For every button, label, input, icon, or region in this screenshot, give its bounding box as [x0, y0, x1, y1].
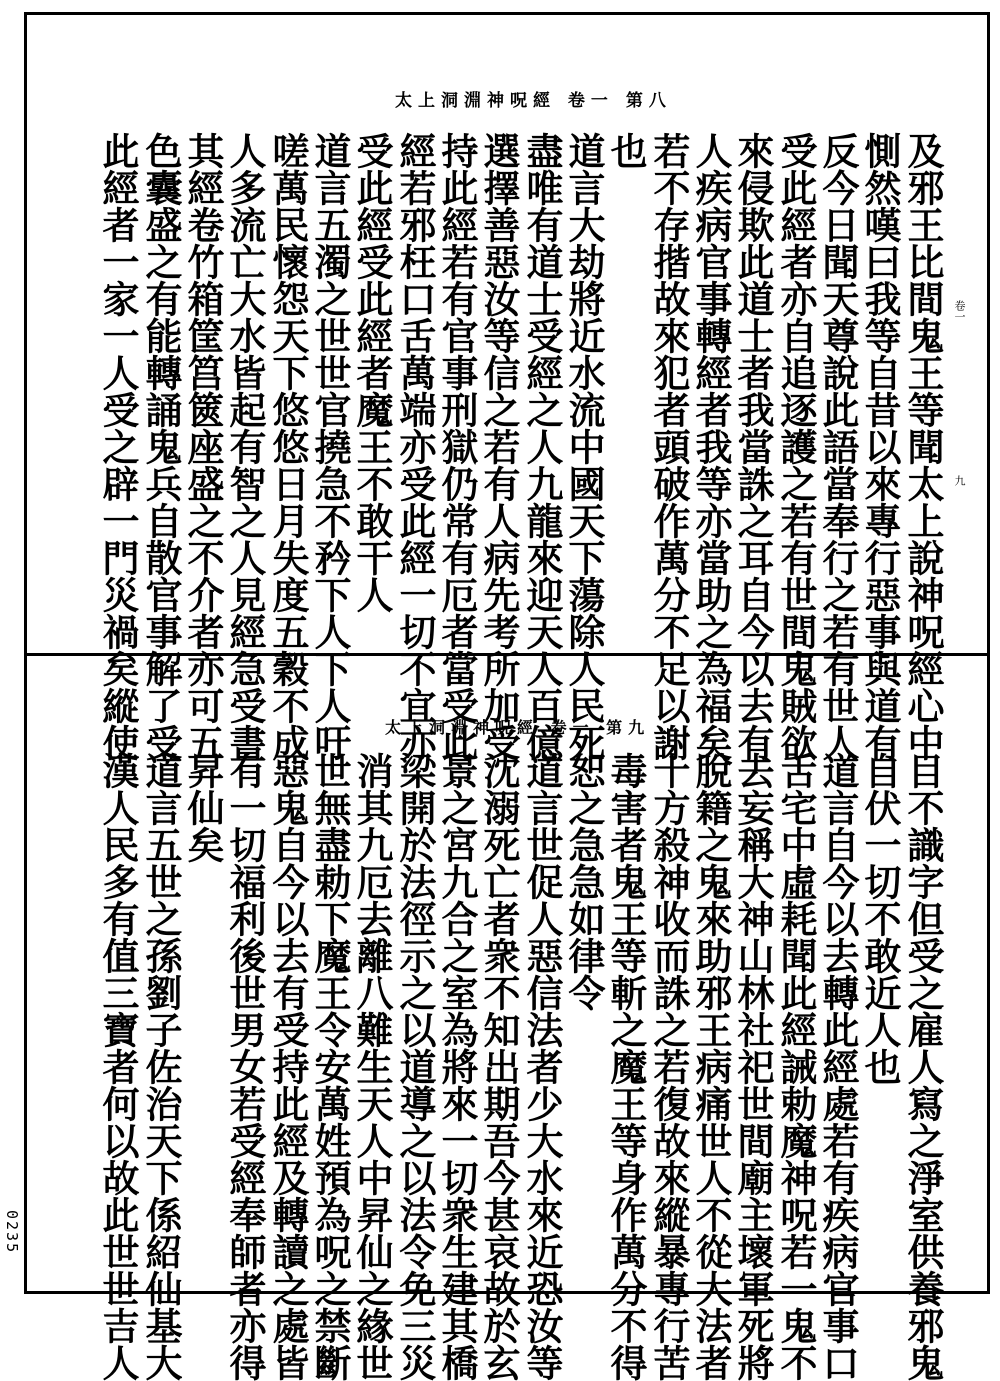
text-column: 盡唯有道士受經之人九龍來迎天人百億 — [520, 132, 564, 761]
text-column: 漢人民多有值三寶者何以故此世世吉人 — [96, 752, 140, 1381]
text-column: 道言世促人惡信法者少大水來近恐汝等 — [520, 752, 564, 1381]
text-column: 消其九厄去離八難生天人中昇仙之緣世 — [350, 752, 394, 1381]
text-column: 目不識字但受之雇人寫之淨室供養邪鬼 — [901, 752, 945, 1381]
text-column: 人疾病官事轉經者我等亦當助之為福矣 — [689, 132, 733, 761]
top-running-header: 太上洞淵神呪經 卷一 第八 — [395, 91, 672, 111]
text-column: 自伏一切不敢近人也 — [858, 752, 902, 1085]
text-column: 其經卷竹箱筐筥篋座盛之不介者亦可五 — [181, 132, 225, 761]
text-column: 持此經若有官事刑獄仍常有厄者當受此 — [435, 132, 479, 761]
top-foliation-number: 九 — [953, 475, 966, 486]
text-column: 世無盡勅下魔王令安萬姓預為呪之禁斷 — [308, 752, 352, 1381]
bottom-running-header: 太上洞淵神呪經 卷一 第九 — [385, 718, 651, 737]
text-column: 道言自今以去轉此經處若有疾病官事口 — [816, 752, 860, 1381]
text-column: 道言五世之孫劉子佐治天下係紹仙基大 — [139, 752, 183, 1381]
top-foliation-label: 卷一 — [953, 300, 966, 322]
text-column: 有一切福利後世男女若受經奉師者亦得 — [223, 752, 267, 1381]
text-column: 毒害者鬼王等斬之魔王等身作萬分不得 — [604, 752, 648, 1381]
text-column: 色囊盛之有能轉誦鬼兵自散官事解了受 — [139, 132, 183, 761]
text-column: 惡鬼自今以去有受持此經及轉讀之處皆 — [266, 752, 310, 1381]
text-column: 反今日聞天尊說此語當奉行之若有世人 — [816, 132, 860, 761]
text-column: 及邪王比間鬼王等聞太上說神呪經心中 — [901, 132, 945, 761]
text-column: 人多流亡大水皆起有智之人見經急受書 — [223, 132, 267, 761]
text-column: 惻然嘆曰我等自昔以來專行惡事與道有 — [858, 132, 902, 761]
text-column: 道言大劫將近水流中國天下蕩除人民死 — [562, 132, 606, 761]
text-column: 選擇善惡汝等信之若有人病先考所加受 — [477, 132, 521, 761]
text-column: 脫籍之鬼來助邪王病痛世人不從大法者 — [689, 752, 733, 1381]
text-column: 道言五濁之世世官撓急不矜下人下人吁 — [308, 132, 352, 761]
text-column: 梁開於法徑示之以道導之以法令免三災 — [393, 752, 437, 1381]
text-column: 景之宮九合之室為將來一切衆生建其橋 — [435, 752, 479, 1381]
text-column: 十方殺神收而誅之若復故來縱暴專行苦 — [647, 752, 691, 1381]
text-column: 受此經者亦自追逐護之若有世間鬼賊欲 — [774, 132, 818, 761]
text-column: 沈溺死亡者衆不知出期吾今甚哀故於玄 — [477, 752, 521, 1381]
text-column: 經若邪枉口舌萬端亦受此經一切不宜亦 — [393, 132, 437, 761]
text-column: 若不存揩故來犯者頭破作萬分不足以謝 — [647, 132, 691, 761]
text-column: 來侵欺此道士者我當誅之耳自今以去有 — [731, 132, 775, 761]
page-number: 0235 — [3, 1210, 21, 1255]
text-column: 舌宅中虛耗聞此經誡勅魔神呪若一鬼不 — [774, 752, 818, 1381]
text-column: 此經者一家一人受之辟一門災禍矣縱使 — [96, 132, 140, 761]
text-column: 受此經受此經者魔王不敢干人 — [350, 132, 394, 613]
text-column: 恕之急急如律令 — [562, 752, 606, 1011]
text-column: 去妄稱大神山林社祀世間廟主壞軍死將 — [731, 752, 775, 1381]
text-column: 昇仙矣 — [181, 752, 225, 863]
text-column: 也 — [604, 132, 648, 169]
text-column: 嗟萬民懷怨天下悠悠日月失度五穀不成 — [266, 132, 310, 761]
